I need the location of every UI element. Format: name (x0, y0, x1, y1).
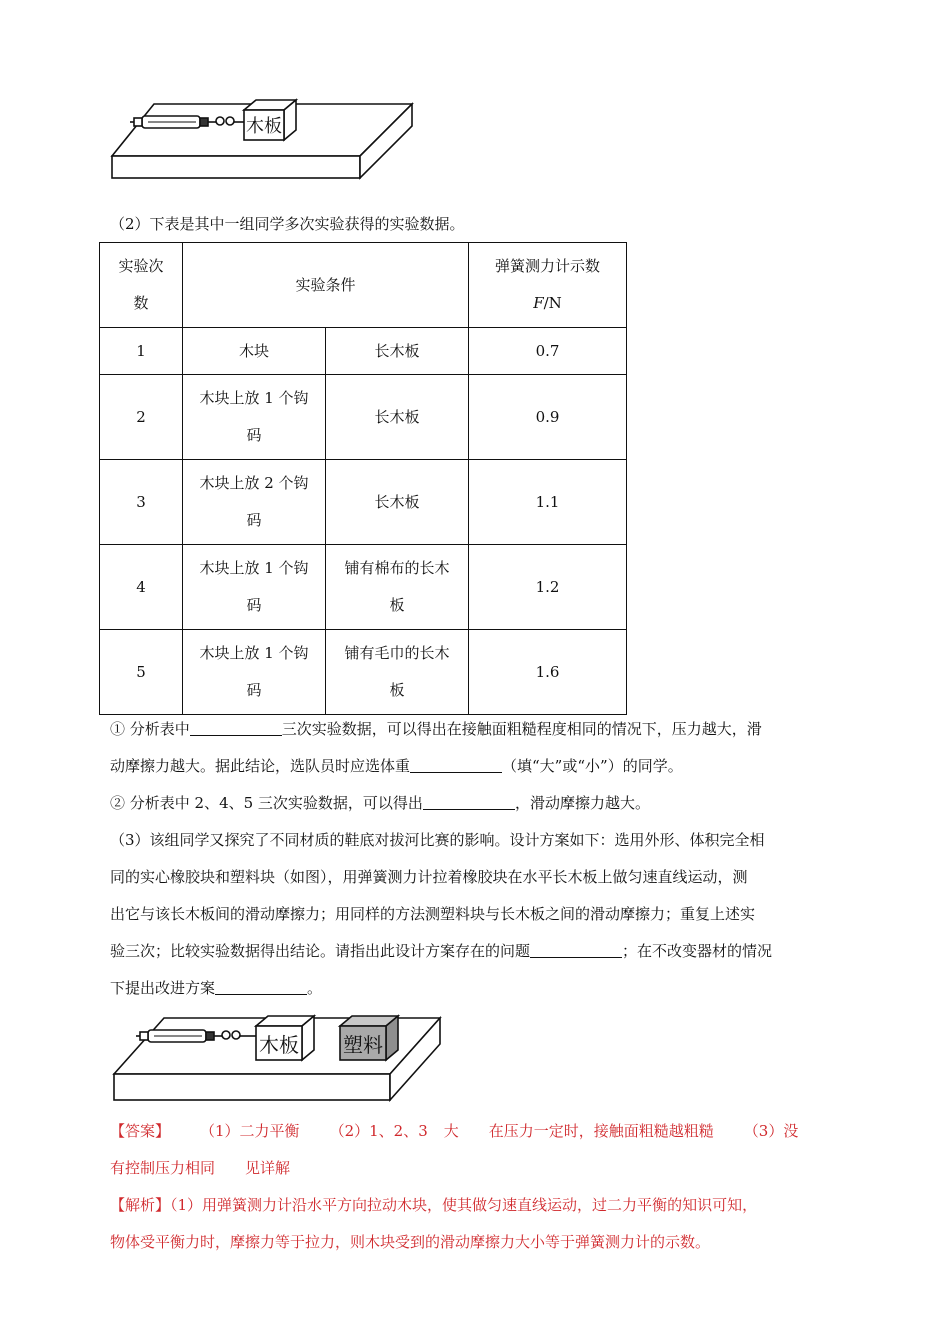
table-row: 4 木块上放 1 个钩 码 铺有棉布的长木 板 1.2 (100, 545, 627, 630)
q3-line5: 下提出改进方案 。 (110, 970, 840, 1007)
table-header-row (100, 243, 627, 328)
answer-line1: 【答案】 （1）二力平衡 （2）1、2、3 大 在压力一定时，接触面粗糙越粗糙 （3）没 (110, 1122, 799, 1140)
analysis-tag: 【解析】 (110, 1196, 171, 1214)
answer-blank (215, 976, 307, 995)
answer-blank (190, 717, 282, 736)
q3-line4: 验三次；比较实验数据得出结论。请指出此设计方案存在的问题 ；在不改变器材的情况 (110, 933, 840, 970)
figure2-plastic-label: 塑料 (343, 1033, 383, 1057)
q1-line2: 动摩擦力越大。据此结论，选队员时应选体重 （填“大”或“小”）的同学。 (110, 748, 840, 785)
answer-tag: 【答案】 (110, 1122, 171, 1140)
q1-line1: ① 分析表中 三次实验数据，可以得出在接触面粗糙程度相同的情况下，压力越大，滑 (110, 711, 840, 748)
q3-line1: （3）该组同学又探究了不同材质的鞋底对拔河比赛的影响。设计方案如下：选用外形、体积完全相 (110, 831, 765, 849)
answer-blank (423, 791, 515, 810)
figure1-block-label: 木板 (246, 116, 282, 137)
table-row: 2 木块上放 1 个钩 码 长木板 0.9 (100, 375, 627, 460)
header-trial: 实验次 数 (100, 243, 183, 328)
table-row: 3 木块上放 2 个钩 码 长木板 1.1 (100, 460, 627, 545)
header-condition: 实验条件 (183, 243, 469, 328)
table-row: 1 木块 长木板 0.7 (100, 328, 627, 375)
answer-blank (410, 754, 502, 773)
header-reading: 弹簧测力计示数 F/N (469, 243, 627, 328)
answer-line2: 有控制压力相同 见详解 (110, 1159, 291, 1177)
q3-line2: 同的实心橡胶块和塑料块（如图），用弹簧测力计拉着橡胶块在水平长木板上做匀速直线运动，测 (110, 868, 748, 886)
figure2-wood-label: 木板 (259, 1033, 299, 1057)
analysis-line2: 物体受平衡力时，摩擦力等于拉力，则木块受到的滑动摩擦力大小等于弹簧测力计的示数。 (110, 1233, 711, 1251)
analysis-line1: 【解析】（1）用弹簧测力计沿水平方向拉动木块，使其做匀速直线运动，过二力平衡的知识可知， (110, 1196, 758, 1214)
q3-line3: 出它与该长木板间的滑动摩擦力；用同样的方法测塑料块与长木板之间的滑动摩擦力；重复上述实 (110, 905, 756, 923)
q2-line: ② 分析表中 2、4、5 三次实验数据，可以得出 ，滑动摩擦力越大。 (110, 785, 840, 822)
experiment-data-table (99, 242, 627, 715)
section2-intro: （2）下表是其中一组同学多次实验获得的实验数据。 (110, 215, 465, 233)
figure-spring-scale-block (108, 96, 420, 184)
answer-blank (530, 939, 622, 958)
table-row: 5 木块上放 1 个钩 码 铺有毛巾的长木 板 1.6 (100, 630, 627, 715)
figure-wood-and-plastic-blocks (110, 1014, 446, 1104)
